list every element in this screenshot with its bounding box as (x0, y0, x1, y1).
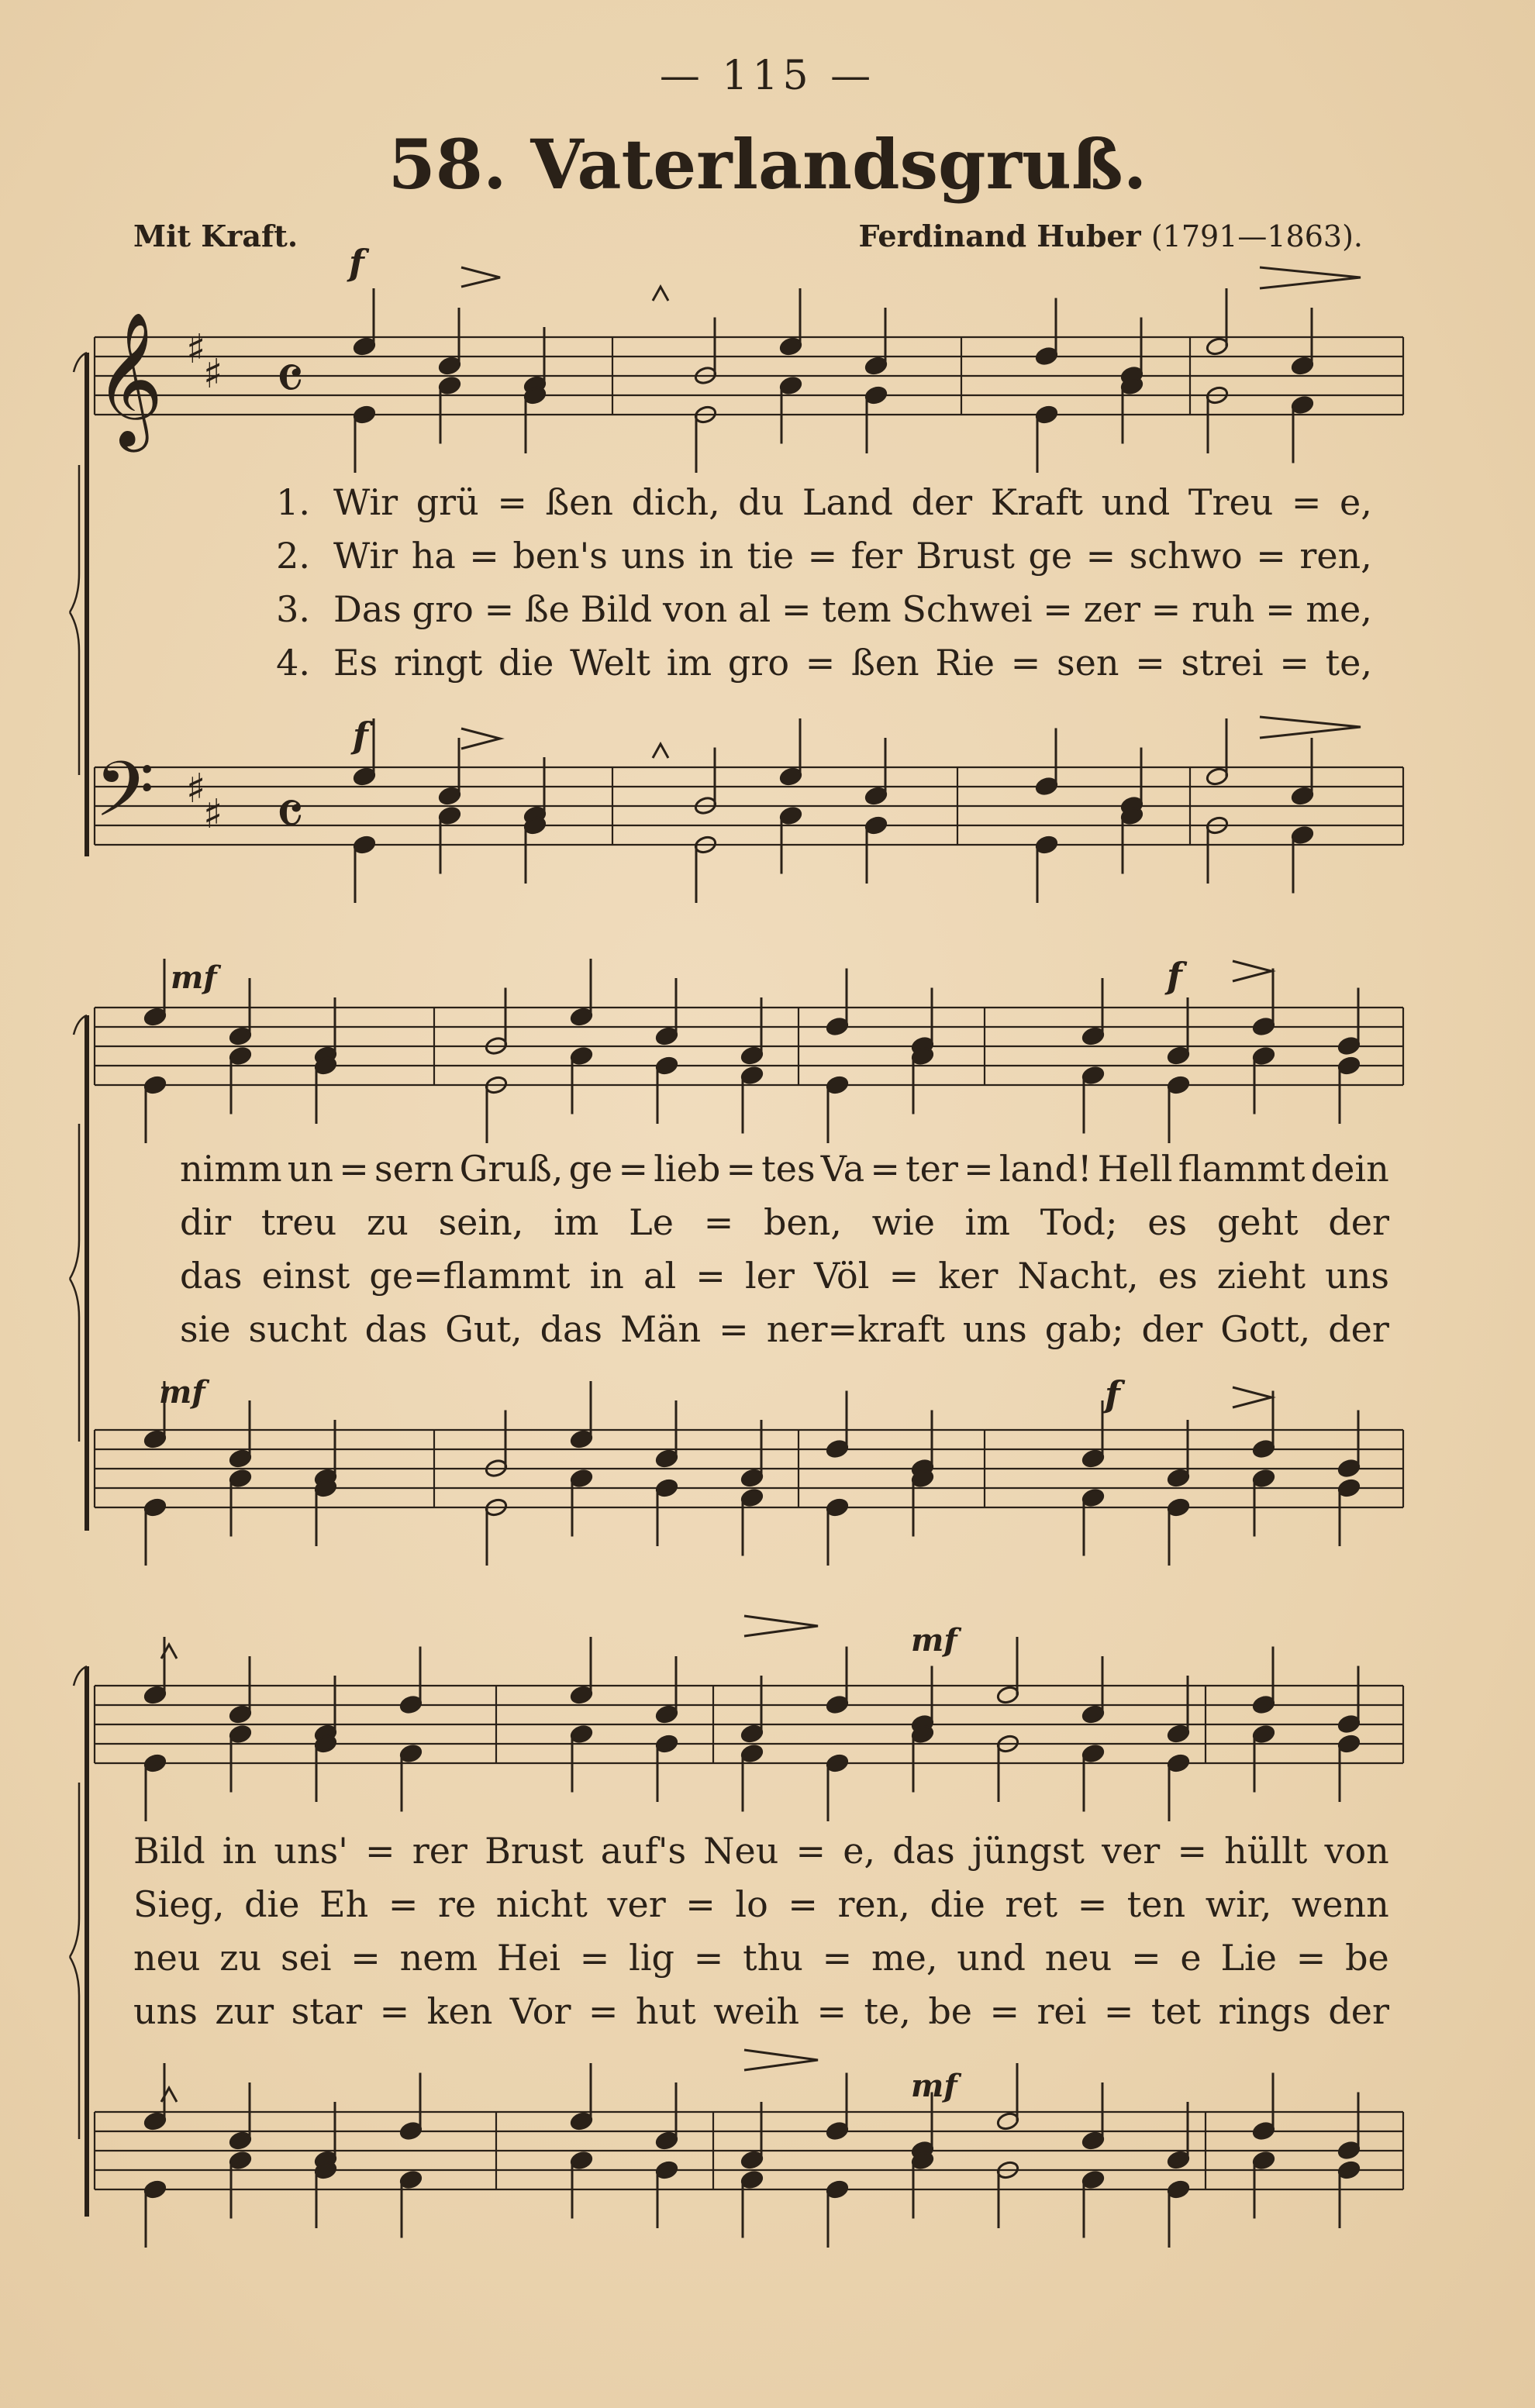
svg-text:♯: ♯ (203, 351, 223, 398)
svg-text:♯: ♯ (203, 791, 223, 838)
song-name: Vaterlandsgruß. (530, 124, 1147, 205)
svg-text:♯: ♯ (186, 326, 206, 373)
composer-name: Ferdinand Huber (858, 219, 1141, 253)
mf-mark-bass-3: mf (911, 2068, 957, 2104)
forte-mark-bass: f (353, 715, 368, 756)
verse-number: 2. (276, 535, 310, 577)
lyric-line: Sieg, die Eh = re nicht ver = lo = ren, die ret = ten wir, wenn (133, 1883, 1389, 1925)
song-number: 58. (388, 124, 507, 205)
svg-text:♯: ♯ (186, 766, 206, 812)
lyric-line: uns zur star = ken Vor = hut weih = te, be = rei = tet rings der (133, 1990, 1389, 2032)
lyric-line: nimm un = sern Gruß, ge = lieb = tes Va = ter = land! Hell flammt dein (180, 1148, 1389, 1190)
verse-number: 4. (276, 642, 310, 684)
lyric-line: Das gro = ße Bild von al = tem Schwei = zer = ruh = me, (333, 588, 1372, 630)
lyric-line: Bild in uns' = rer Brust auf's Neu = e, das jüngst ver = hüllt von (133, 1830, 1389, 1872)
mf-mark-bass: mf (159, 1374, 205, 1411)
composer-dates: (1791—1863). (1150, 219, 1363, 253)
lyric-line: Wir ha = ben's uns in tie = fer Brust ge = schwo = ren, (333, 535, 1372, 577)
treble-clef-icon: 𝄞 (95, 312, 164, 446)
common-time-icon: 𝄴 (275, 341, 305, 417)
lyrics-system-3 (133, 1824, 1389, 2038)
mf-mark-3: mf (911, 1622, 957, 1659)
lyrics-system-1 (264, 476, 1372, 690)
lyric-line: Wir grü = ßen dich, du Land der Kraft und Treu = e, (333, 481, 1372, 523)
forte-mark-2: f (1167, 955, 1182, 997)
lyric-line: dir treu zu sein, im Le = ben, wie im Tod; es geht der (180, 1201, 1389, 1243)
lyric-line: das einst ge=flammt in al = ler Völ = ker Nacht, es zieht uns (180, 1255, 1389, 1297)
forte-mark-bass-2: f (1105, 1373, 1120, 1415)
tempo-marking: Mit Kraft. (133, 219, 298, 253)
verse-number: 3. (276, 588, 310, 630)
lyric-line: sie sucht das Gut, das Män = ner=kraft uns gab; der Gott, der (180, 1308, 1389, 1350)
lyric-line: neu zu sei = nem Hei = lig = thu = me, und neu = e Lie = be (133, 1937, 1389, 1979)
bass-clef-icon: 𝄢 (95, 746, 155, 853)
forte-mark: f (349, 242, 364, 284)
lyric-line: Es ringt die Welt im gro = ßen Rie = sen = strei = te, (333, 642, 1372, 684)
verse-number: 1. (276, 481, 310, 523)
lyrics-system-2 (180, 1142, 1389, 1356)
svg-text:𝄴: 𝄴 (275, 777, 305, 853)
mf-mark: mf (171, 959, 217, 996)
page-number: — 115 — (659, 53, 876, 99)
